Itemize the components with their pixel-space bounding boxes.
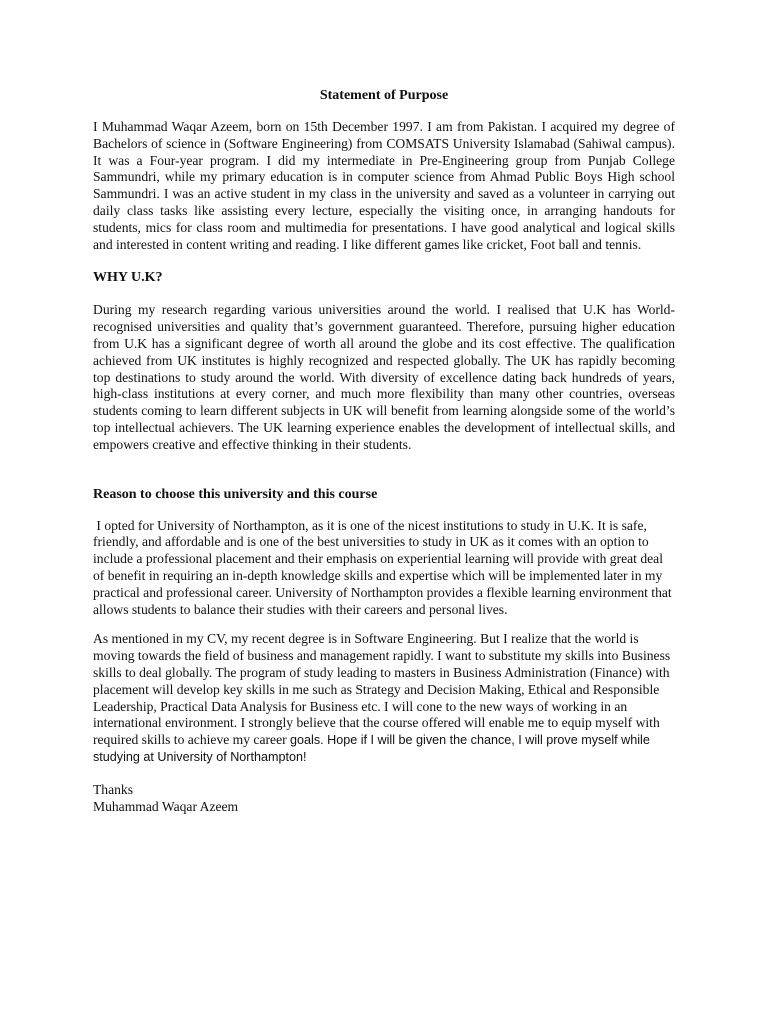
closing-block [93, 782, 675, 816]
signature-name: Muhammad Waqar Azeem [93, 798, 239, 814]
reason-paragraph-1: I opted for University of Northampton, as it is one of the nicest institutions to study in U.K. It is safe, friendly, and affordable and is one of the best universities to study in UK as it comes with an option to include a professional placement and their emphasis on experiential learning will provide with great deal of benefit in requiring an in-depth knowledge skills and expertise which will be implemented later in my practical and professional career. University of Northampton provides a flexible learning environment that allows students to balance their studies with their careers and personal lives. [93, 517, 676, 617]
closing-text: Thanks [93, 781, 134, 797]
document-page [93, 86, 675, 815]
intro-paragraph: I Muhammad Waqar Azeem, born on 15th December 1997. I am from Pakistan. I acquired my degree of Bachelors of science in (Software Engineering) from COMSATS University Islamabad (Sahiwal campus). It was a Four-year program. I did my intermediate in Pre-Engineering group from Punjab College Sammundri, while my primary education is in computer science from Ahmad Public Boys High school Sammundri. I was an active student in my class in the university and saved as a volunteer in carrying out daily class tasks like assisting every lecture, especially the visiting once, in arranging handouts for students, mics for class room and multimedia for presentations. I have good analytical and logical skills and interested in content writing and reading. I like different games like cricket, Foot ball and tennis. [93, 119, 675, 252]
document-title: Statement of Purpose [319, 88, 449, 103]
why-uk-heading: WHY U.K? [93, 270, 163, 286]
reason-paragraph-2-main: As mentioned in my CV, my recent degree is in Software Engineering. But I realize that the world is moving towards the field of business and management rapidly. I want to substitute my skills into Business skills to deal globally. The program of study leading to masters in Business Administration (Finance) with placement will develop key skills in me such as Strategy and Decision Making, Ethical and Responsible Leadership, Practical Data Analysis for Business etc. I will cone to the new ways of working in an international environment. I strongly believe that the course offered will enable me to equip myself with required skills to achieve my career [93, 631, 671, 748]
reason-heading: Reason to choose this university and this course [93, 486, 378, 502]
reason-paragraph-2 [93, 631, 675, 765]
why-uk-paragraph: During my research regarding various universities around the world. I realised that U.K has World-recognised universities and quality that’s government guaranteed. Therefore, pursuing higher education from U.K has a significant degree of worth all around the globe and its cost effective. The qualification achieved from UK institutes is highly recognized and respected globally. The UK has rapidly becoming top destinations to study around the world. With diversity of excellence dating back hundreds of years, high-class institutions at every corner, and much more flexibility than many other countries, overseas students coming to learn different subjects in UK will benefit from learning alongside some of the world’s top intellectual achievers. The UK learning experience enables the development of intellectual skills, and empowers creative and effective thinking in their students. [93, 302, 675, 452]
reason-paragraph-2-tail: goals. Hope if I will be given the chance, I will prove myself while studying at University of Northampton! [93, 733, 650, 764]
